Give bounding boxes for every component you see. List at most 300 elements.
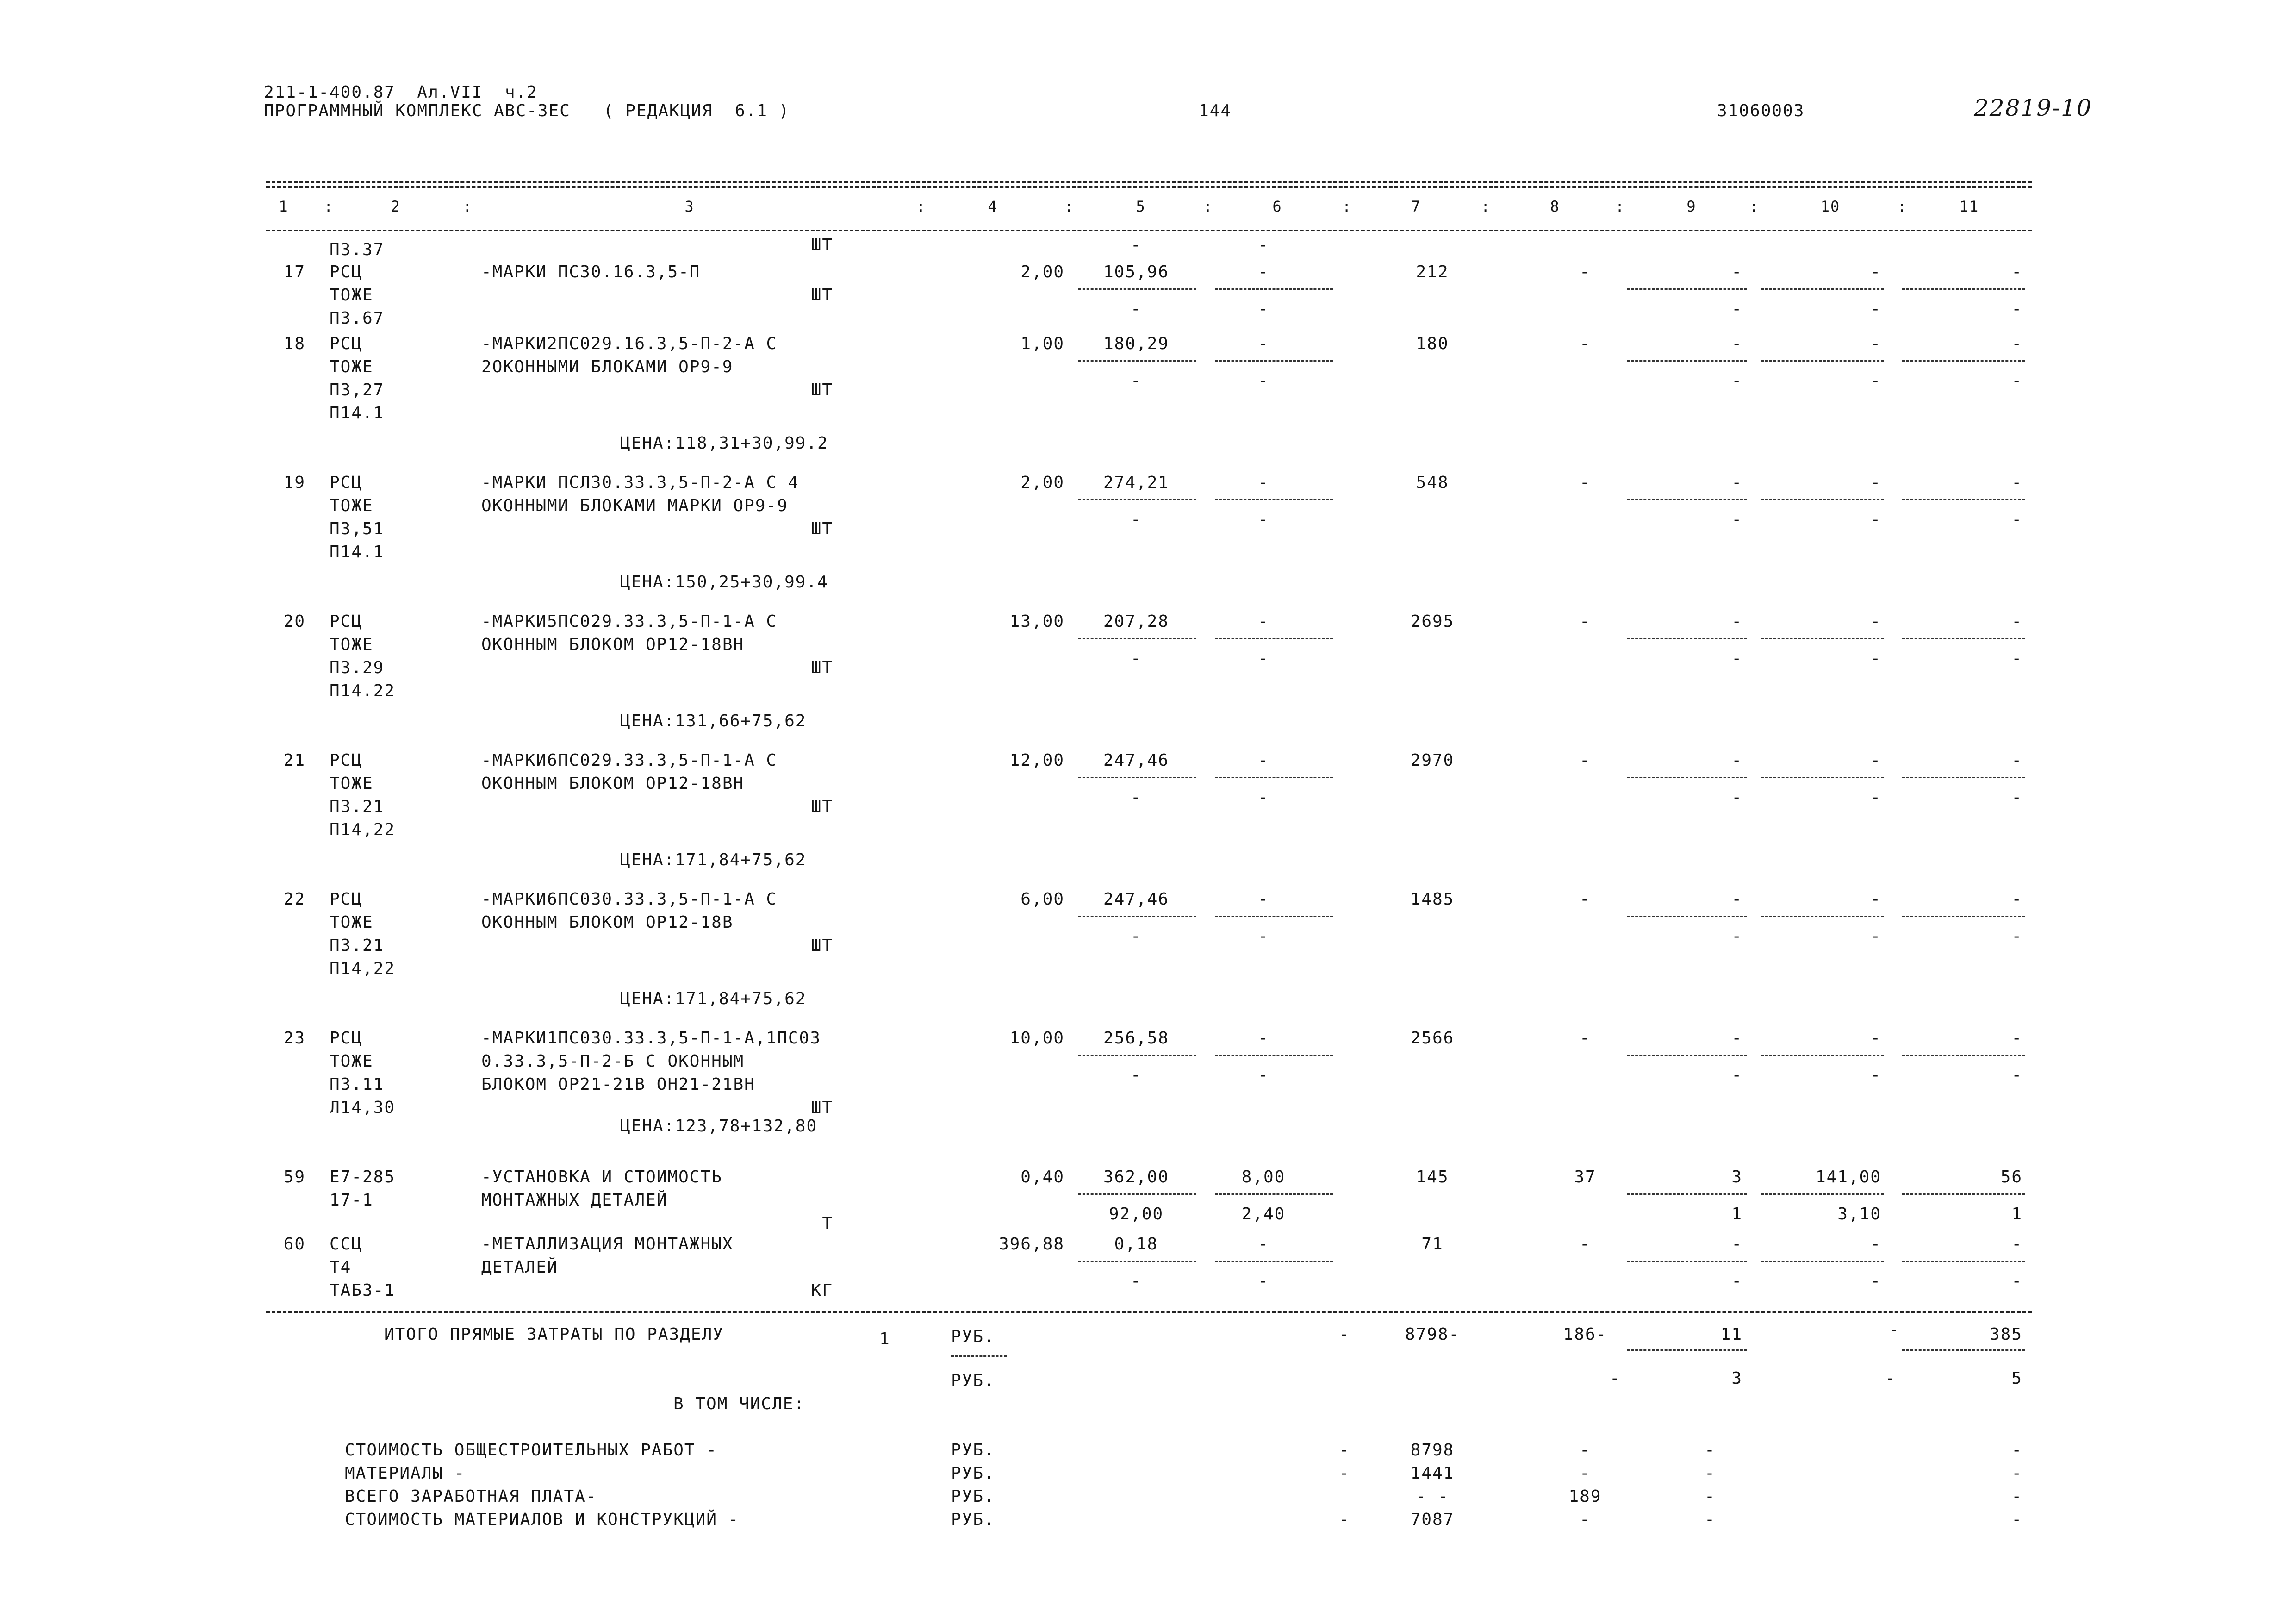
labor-total: - bbox=[2011, 751, 2022, 770]
machine-cost: - bbox=[1731, 262, 1742, 281]
total-wage: 37 bbox=[1574, 1168, 1596, 1187]
quantity: 13,00 bbox=[1009, 612, 1064, 631]
unit-cost: 105,96 bbox=[1103, 262, 1170, 281]
column-number: 11 bbox=[1959, 198, 1979, 215]
totals-r2-c8: - bbox=[1610, 1369, 1621, 1388]
norm-reference: 17-1 bbox=[330, 1191, 373, 1210]
cell-rule bbox=[1078, 777, 1196, 778]
totals-c9-rule bbox=[1627, 1349, 1747, 1351]
cell-rule bbox=[1761, 288, 1884, 290]
quantity: 1,00 bbox=[1020, 334, 1064, 353]
norm-reference: ТОЖЕ bbox=[330, 635, 373, 654]
breakdown-unit: РУБ. bbox=[951, 1441, 995, 1460]
unit-cost: 0,18 bbox=[1114, 1235, 1158, 1254]
norm-reference: П3,51 bbox=[330, 519, 385, 538]
totals-r2-c10: - bbox=[1885, 1369, 1896, 1388]
table-top-rule bbox=[266, 181, 2032, 183]
work-description: ДЕТАЛЕЙ bbox=[481, 1258, 558, 1277]
secondary-value: - bbox=[1131, 927, 1142, 946]
labor-total: - bbox=[2011, 890, 2022, 909]
total-cost: 145 bbox=[1416, 1168, 1449, 1187]
column-number: 2 bbox=[391, 198, 401, 215]
breakdown-unit: РУБ. bbox=[951, 1510, 995, 1529]
cell-rule bbox=[1078, 288, 1196, 290]
secondary-value: - bbox=[2011, 788, 2022, 807]
breakdown-c7: - - bbox=[1416, 1487, 1449, 1506]
total-wage: - bbox=[1580, 262, 1591, 281]
cell-rule bbox=[1902, 288, 2025, 290]
secondary-value: - bbox=[2011, 1066, 2022, 1085]
norm-reference: Т4 bbox=[330, 1258, 352, 1277]
norm-reference: П3,27 bbox=[330, 381, 385, 400]
breakdown-c7: 8798 bbox=[1410, 1441, 1455, 1460]
secondary-value: - bbox=[1731, 1066, 1742, 1085]
header-bottom-rule bbox=[266, 230, 2032, 231]
price-note: ЦЕНА:171,84+75,62 bbox=[620, 989, 807, 1008]
price-note: ЦЕНА:118,31+30,99.2 bbox=[620, 434, 828, 453]
labor-total: - bbox=[2011, 1235, 2022, 1254]
secondary-value: - bbox=[1870, 300, 1881, 319]
norm-reference: ТАБ3-1 bbox=[330, 1281, 396, 1300]
breakdown-label: ВСЕГО ЗАРАБОТНАЯ ПЛАТА- bbox=[345, 1487, 597, 1506]
norm-reference: ТОЖЕ bbox=[330, 913, 373, 932]
norm-reference: П14.22 bbox=[330, 681, 396, 700]
total-wage: - bbox=[1580, 890, 1591, 909]
work-description: -МАРКИ1ПС030.33.3,5-П-1-А,1ПС03 bbox=[481, 1029, 821, 1048]
work-description: ОКОННЫМИ БЛОКАМИ МАРКИ ОР9-9 bbox=[481, 496, 788, 515]
breakdown-c6: - bbox=[1339, 1464, 1350, 1483]
labor-hours: - bbox=[1870, 751, 1881, 770]
unit-wage: - bbox=[1258, 1029, 1269, 1048]
row-number: 17 bbox=[283, 262, 305, 281]
cell-rule bbox=[1078, 360, 1196, 362]
total-wage: - bbox=[1580, 751, 1591, 770]
cell-rule bbox=[1078, 499, 1196, 500]
machine-cost: - bbox=[1731, 890, 1742, 909]
secondary-value: - bbox=[1131, 510, 1142, 529]
page-number: 144 bbox=[1199, 101, 1232, 120]
cell-rule bbox=[1078, 1261, 1196, 1262]
row-number: 18 bbox=[283, 334, 305, 353]
secondary-value: - bbox=[2011, 510, 2022, 529]
total-wage: - bbox=[1580, 473, 1591, 492]
cell-rule bbox=[1627, 1261, 1747, 1262]
row-number: 60 bbox=[283, 1235, 305, 1254]
cell-rule bbox=[1078, 1055, 1196, 1056]
secondary-value: - bbox=[1258, 649, 1269, 668]
breakdown-unit: РУБ. bbox=[951, 1487, 995, 1506]
doc-code: 211-1-400.87 Ал.VII ч.2 bbox=[264, 83, 538, 102]
column-divider: : bbox=[916, 198, 927, 215]
norm-reference: ТОЖЕ bbox=[330, 774, 373, 793]
price-note: ЦЕНА:171,84+75,62 bbox=[620, 850, 807, 869]
column-number: 6 bbox=[1272, 198, 1282, 215]
totals-r2-c9: 3 bbox=[1731, 1369, 1742, 1388]
work-description: БЛОКОМ ОР21-21В ОН21-21ВН bbox=[481, 1075, 755, 1094]
machine-cost: - bbox=[1731, 334, 1742, 353]
norm-reference: РСЦ bbox=[330, 473, 363, 492]
secondary-value: - bbox=[1870, 371, 1881, 390]
quantity: 0,40 bbox=[1020, 1168, 1064, 1187]
norm-reference: П3.29 bbox=[330, 658, 385, 677]
quantity: 2,00 bbox=[1020, 262, 1064, 281]
quantity: 6,00 bbox=[1020, 890, 1064, 909]
breakdown-c11: - bbox=[2011, 1441, 2022, 1460]
secondary-value: - bbox=[1131, 788, 1142, 807]
work-description: 0.33.3,5-П-2-Б С ОКОННЫМ bbox=[481, 1052, 745, 1071]
work-description: -МАРКИ ПС30.16.3,5-П bbox=[481, 262, 701, 281]
unit-wage: - bbox=[1258, 334, 1269, 353]
work-description: -МАРКИ ПСЛ30.33.3,5-П-2-А С 4 bbox=[481, 473, 799, 492]
quantity: 2,00 bbox=[1020, 473, 1064, 492]
machine-cost: - bbox=[1731, 612, 1742, 631]
cell-rule bbox=[1902, 1261, 2025, 1262]
cell-rule bbox=[1627, 499, 1747, 500]
unit: ШТ bbox=[811, 519, 833, 538]
breakdown-c8: 189 bbox=[1568, 1487, 1602, 1506]
totals-c9: 11 bbox=[1720, 1325, 1742, 1344]
labor-hours: - bbox=[1870, 473, 1881, 492]
cell-rule bbox=[1761, 1055, 1884, 1056]
unit: ШТ bbox=[811, 381, 833, 400]
cell-rule bbox=[1761, 916, 1884, 917]
work-description: -МЕТАЛЛИЗАЦИЯ МОНТАЖНЫХ bbox=[481, 1235, 734, 1254]
unit-cost: 207,28 bbox=[1103, 612, 1170, 631]
row-number: 22 bbox=[283, 890, 305, 909]
price-note: ЦЕНА:131,66+75,62 bbox=[620, 712, 807, 731]
column-divider: : bbox=[1898, 198, 1908, 215]
totals-rule bbox=[266, 1311, 2032, 1313]
secondary-value: - bbox=[1731, 1272, 1742, 1291]
totals-c6: - bbox=[1339, 1325, 1350, 1344]
unit: ШТ bbox=[811, 936, 833, 955]
labor-hours: 141,00 bbox=[1815, 1168, 1881, 1187]
work-description: -МАРКИ6ПС030.33.3,5-П-1-А С bbox=[481, 890, 778, 909]
total-cost: 548 bbox=[1416, 473, 1449, 492]
totals-c11-rule bbox=[1902, 1349, 2025, 1351]
total-cost: 1485 bbox=[1410, 890, 1455, 909]
breakdown-c8: - bbox=[1580, 1464, 1591, 1483]
secondary-value: - bbox=[1131, 300, 1142, 319]
unit-wage: - bbox=[1258, 751, 1269, 770]
machine-cost: 3 bbox=[1731, 1168, 1742, 1187]
cell-rule bbox=[1761, 360, 1884, 362]
price-note: ЦЕНА:150,25+30,99.4 bbox=[620, 573, 828, 592]
work-description: -МАРКИ6ПС029.33.3,5-П-1-А С bbox=[481, 751, 778, 770]
cell-rule bbox=[1902, 360, 2025, 362]
totals-c10: - bbox=[1889, 1320, 1900, 1339]
breakdown-c11: - bbox=[2011, 1487, 2022, 1506]
secondary-value: - bbox=[1131, 1066, 1142, 1085]
unit-wage: - bbox=[1258, 890, 1269, 909]
total-wage: - bbox=[1580, 612, 1591, 631]
machine-cost: - bbox=[1731, 751, 1742, 770]
cell-rule bbox=[1627, 1055, 1747, 1056]
norm-reference: П3.67 bbox=[330, 309, 385, 328]
labor-total: - bbox=[2011, 473, 2022, 492]
norm-reference: Е7-285 bbox=[330, 1168, 396, 1187]
total-cost: 2695 bbox=[1410, 612, 1455, 631]
norm-reference: РСЦ bbox=[330, 612, 363, 631]
column-divider: : bbox=[1749, 198, 1760, 215]
norm-reference: П3.11 bbox=[330, 1075, 385, 1094]
work-description: -УСТАНОВКА И СТОИМОСТЬ bbox=[481, 1168, 722, 1187]
secondary-value: - bbox=[1731, 788, 1742, 807]
breakdown-c11: - bbox=[2011, 1464, 2022, 1483]
norm-reference: РСЦ bbox=[330, 890, 363, 909]
cell-rule bbox=[1078, 1193, 1196, 1195]
secondary-value: - bbox=[1258, 371, 1269, 390]
total-cost: 2566 bbox=[1410, 1029, 1455, 1048]
secondary-value: - bbox=[1870, 1272, 1881, 1291]
unit-wage: - bbox=[1258, 1235, 1269, 1254]
work-description: -МАРКИ5ПС029.33.3,5-П-1-А С bbox=[481, 612, 778, 631]
cell-rule bbox=[1902, 916, 2025, 917]
breakdown-label: МАТЕРИАЛЫ - bbox=[345, 1464, 466, 1483]
cell-rule bbox=[1078, 916, 1196, 917]
unit: ШТ bbox=[811, 286, 833, 305]
work-description: ОКОННЫМ БЛОКОМ ОР12-18ВН bbox=[481, 774, 745, 793]
unit-wage: 8,00 bbox=[1241, 1168, 1286, 1187]
secondary-value: - bbox=[2011, 649, 2022, 668]
labor-total: 56 bbox=[2000, 1168, 2022, 1187]
norm-reference: П14,22 bbox=[330, 959, 396, 978]
breakdown-c6: - bbox=[1339, 1441, 1350, 1460]
labor-hours: - bbox=[1870, 334, 1881, 353]
row-number: 19 bbox=[283, 473, 305, 492]
norm-reference: Л14,30 bbox=[330, 1098, 396, 1117]
labor-hours: - bbox=[1870, 1029, 1881, 1048]
column-number: 1 bbox=[279, 198, 289, 215]
secondary-value: - bbox=[1258, 300, 1269, 319]
secondary-value: - bbox=[1731, 927, 1742, 946]
column-divider: : bbox=[1615, 198, 1625, 215]
cell-rule bbox=[1627, 360, 1747, 362]
labor-hours: - bbox=[1870, 890, 1881, 909]
cell-rule bbox=[1215, 499, 1333, 500]
column-divider: : bbox=[1064, 198, 1075, 215]
cell-rule bbox=[1902, 499, 2025, 500]
cell-rule bbox=[1215, 288, 1333, 290]
totals-unit: РУБ. bbox=[951, 1327, 995, 1346]
breakdown-unit: РУБ. bbox=[951, 1464, 995, 1483]
secondary-value: - bbox=[1870, 649, 1881, 668]
unit: ШТ bbox=[811, 797, 833, 816]
secondary-value: - bbox=[1258, 927, 1269, 946]
secondary-value: - bbox=[2011, 300, 2022, 319]
breakdown-c7: 7087 bbox=[1410, 1510, 1455, 1529]
norm-reference: РСЦ bbox=[330, 1029, 363, 1048]
norm-reference: П14.1 bbox=[330, 543, 385, 562]
including-heading: В ТОМ ЧИСЛЕ: bbox=[673, 1394, 805, 1413]
secondary-value: - bbox=[2011, 371, 2022, 390]
breakdown-c9: - bbox=[1705, 1464, 1716, 1483]
totals-r2-c11: 5 bbox=[2011, 1369, 2022, 1388]
cell-rule bbox=[1627, 1193, 1747, 1195]
secondary-value: - bbox=[1731, 371, 1742, 390]
row-number: 23 bbox=[283, 1029, 305, 1048]
cell-rule bbox=[1078, 638, 1196, 639]
breakdown-c9: - bbox=[1705, 1510, 1716, 1529]
breakdown-c6: - bbox=[1339, 1510, 1350, 1529]
total-wage: - bbox=[1580, 1235, 1591, 1254]
labor-total: - bbox=[2011, 262, 2022, 281]
norm-reference: ТОЖЕ bbox=[330, 1052, 373, 1071]
breakdown-c9: - bbox=[1705, 1487, 1716, 1506]
secondary-value: 92,00 bbox=[1108, 1205, 1164, 1224]
norm-reference: ТОЖЕ bbox=[330, 286, 373, 305]
breakdown-c7: 1441 bbox=[1410, 1464, 1455, 1483]
secondary-value: 1 bbox=[1731, 1205, 1742, 1224]
labor-total: - bbox=[2011, 1029, 2022, 1048]
secondary-value: - bbox=[2011, 1272, 2022, 1291]
secondary-value: - bbox=[1870, 510, 1881, 529]
table-top-rule-2 bbox=[266, 186, 2032, 188]
work-description: МОНТАЖНЫХ ДЕТАЛЕЙ bbox=[481, 1191, 668, 1210]
column-divider: : bbox=[1342, 198, 1352, 215]
unit-cost: 247,46 bbox=[1103, 751, 1170, 770]
work-description: -МАРКИ2ПС029.16.3,5-П-2-А С bbox=[481, 334, 778, 353]
total-cost: 212 bbox=[1416, 262, 1449, 281]
quantity: 396,88 bbox=[998, 1235, 1064, 1254]
secondary-value: 1 bbox=[2011, 1205, 2022, 1224]
unit-cost: 274,21 bbox=[1103, 473, 1170, 492]
cell-rule bbox=[1761, 777, 1884, 778]
cell-rule bbox=[1215, 1193, 1333, 1195]
cell-rule bbox=[1902, 1193, 2025, 1195]
labor-hours: - bbox=[1870, 262, 1881, 281]
breakdown-label: СТОИМОСТЬ МАТЕРИАЛОВ И КОНСТРУКЦИЙ - bbox=[345, 1510, 740, 1529]
norm-reference: П3.21 bbox=[330, 936, 385, 955]
cell-rule bbox=[1902, 777, 2025, 778]
cell-rule bbox=[1761, 499, 1884, 500]
cell-rule bbox=[1761, 1261, 1884, 1262]
secondary-value: - bbox=[1258, 510, 1269, 529]
quantity: 10,00 bbox=[1009, 1029, 1064, 1048]
cell-rule bbox=[1902, 1055, 2025, 1056]
secondary-value: - bbox=[1131, 649, 1142, 668]
machine-cost: - bbox=[1731, 1029, 1742, 1048]
norm-reference: ССЦ bbox=[330, 1235, 363, 1254]
column-divider: : bbox=[1203, 198, 1213, 215]
column-number: 7 bbox=[1411, 198, 1421, 215]
cell-rule bbox=[1627, 638, 1747, 639]
work-description: 2ОКОННЫМИ БЛОКАМИ ОР9-9 bbox=[481, 357, 734, 376]
norm-reference: П14.1 bbox=[330, 404, 385, 423]
secondary-value: - bbox=[1731, 510, 1742, 529]
unit: Т bbox=[822, 1214, 833, 1233]
secondary-value: - bbox=[1258, 236, 1269, 255]
totals-c11: 385 bbox=[1989, 1325, 2022, 1344]
totals-unit-rule bbox=[951, 1355, 1007, 1357]
price-note: ЦЕНА:123,78+132,80 bbox=[620, 1117, 818, 1136]
cell-rule bbox=[1215, 1261, 1333, 1262]
cell-rule bbox=[1761, 638, 1884, 639]
totals-c7: 8798- bbox=[1405, 1325, 1460, 1344]
unit-cost: 247,46 bbox=[1103, 890, 1170, 909]
norm-reference: РСЦ bbox=[330, 334, 363, 353]
unit-cost: 256,58 bbox=[1103, 1029, 1170, 1048]
row-number: 20 bbox=[283, 612, 305, 631]
labor-hours: - bbox=[1870, 1235, 1881, 1254]
cell-rule bbox=[1627, 777, 1747, 778]
cell-rule bbox=[1215, 1055, 1333, 1056]
unit: КГ bbox=[811, 1281, 833, 1300]
secondary-value: - bbox=[1131, 371, 1142, 390]
machine-cost: - bbox=[1731, 473, 1742, 492]
secondary-value: - bbox=[1258, 1272, 1269, 1291]
secondary-value: - bbox=[1258, 1066, 1269, 1085]
column-divider: : bbox=[463, 198, 473, 215]
unit-cost: 180,29 bbox=[1103, 334, 1170, 353]
row-number: 59 bbox=[283, 1168, 305, 1187]
secondary-value: 3,10 bbox=[1837, 1205, 1881, 1224]
cell-rule bbox=[1627, 288, 1747, 290]
breakdown-c11: - bbox=[2011, 1510, 2022, 1529]
total-wage: - bbox=[1580, 334, 1591, 353]
totals-unit-2: РУБ. bbox=[951, 1371, 995, 1390]
row-number: 21 bbox=[283, 751, 305, 770]
norm-reference: П3.37 bbox=[330, 240, 385, 259]
breakdown-c9: - bbox=[1705, 1441, 1716, 1460]
total-cost: 2970 bbox=[1410, 751, 1455, 770]
work-description: ОКОННЫМ БЛОКОМ ОР12-18ВН bbox=[481, 635, 745, 654]
secondary-value: - bbox=[1258, 788, 1269, 807]
quantity: 12,00 bbox=[1009, 751, 1064, 770]
unit: ШТ bbox=[811, 658, 833, 677]
labor-total: - bbox=[2011, 334, 2022, 353]
norm-reference: РСЦ bbox=[330, 751, 363, 770]
total-wage: - bbox=[1580, 1029, 1591, 1048]
secondary-value: - bbox=[1870, 927, 1881, 946]
total-cost: 180 bbox=[1416, 334, 1449, 353]
secondary-value: - bbox=[1870, 1066, 1881, 1085]
program-title: ПРОГРАММНЫЙ КОМПЛЕКС АВС-3ЕС ( РЕДАКЦИЯ 6.1 ) bbox=[264, 101, 790, 120]
totals-section: 1 bbox=[879, 1330, 890, 1349]
norm-reference: ТОЖЕ bbox=[330, 357, 373, 376]
norm-reference: ТОЖЕ bbox=[330, 496, 373, 515]
handwritten-stamp: 22819-10 bbox=[1974, 94, 2092, 121]
secondary-value: - bbox=[1870, 788, 1881, 807]
cell-rule bbox=[1902, 638, 2025, 639]
cell-rule bbox=[1215, 638, 1333, 639]
unit-wage: - bbox=[1258, 612, 1269, 631]
column-number: 3 bbox=[684, 198, 695, 215]
labor-hours: - bbox=[1870, 612, 1881, 631]
secondary-value: - bbox=[1731, 300, 1742, 319]
cell-rule bbox=[1215, 360, 1333, 362]
secondary-value: - bbox=[1731, 649, 1742, 668]
document-code: 31060003 bbox=[1717, 101, 1805, 120]
totals-c8: 186- bbox=[1563, 1325, 1607, 1344]
unit-wage: - bbox=[1258, 473, 1269, 492]
breakdown-label: СТОИМОСТЬ ОБЩЕСТРОИТЕЛЬНЫХ РАБОТ - bbox=[345, 1441, 717, 1460]
secondary-value: 2,40 bbox=[1241, 1205, 1286, 1224]
unit: ШТ bbox=[811, 236, 833, 255]
breakdown-c8: - bbox=[1580, 1510, 1591, 1529]
column-number: 4 bbox=[988, 198, 998, 215]
column-divider: : bbox=[324, 198, 334, 215]
unit: ШТ bbox=[811, 1098, 833, 1117]
work-description: ОКОННЫМ БЛОКОМ ОР12-18В bbox=[481, 913, 734, 932]
secondary-value: - bbox=[1131, 236, 1142, 255]
unit-wage: - bbox=[1258, 262, 1269, 281]
norm-reference: П14,22 bbox=[330, 820, 396, 839]
cell-rule bbox=[1627, 916, 1747, 917]
column-number: 9 bbox=[1686, 198, 1697, 215]
column-number: 10 bbox=[1820, 198, 1841, 215]
secondary-value: - bbox=[2011, 927, 2022, 946]
